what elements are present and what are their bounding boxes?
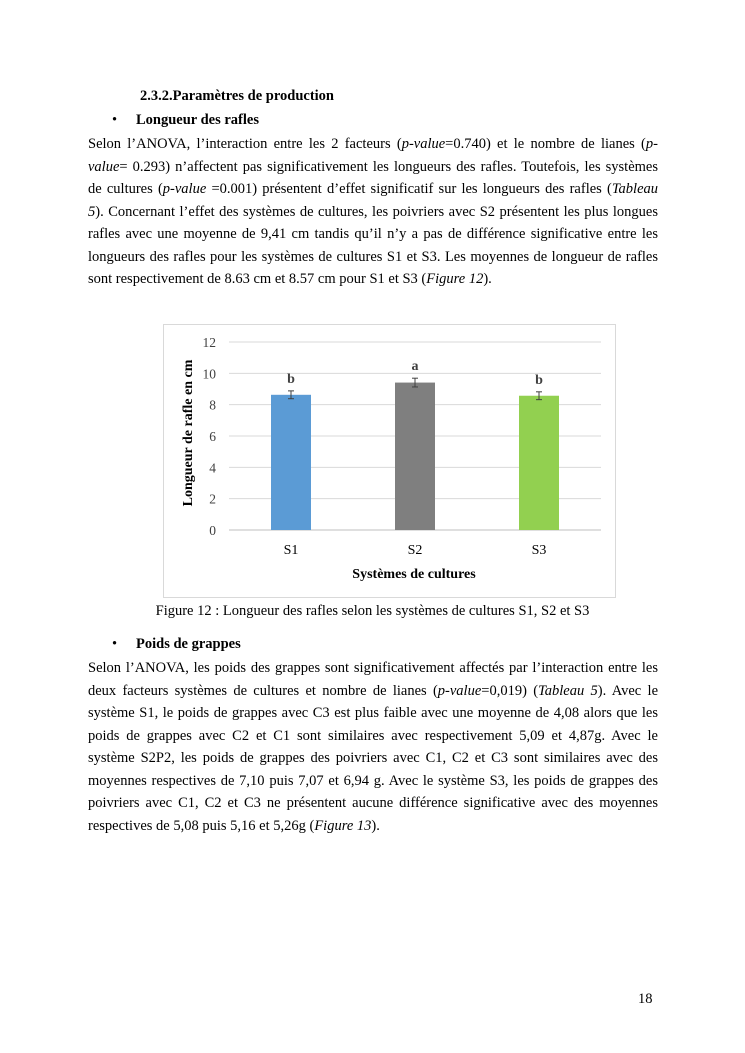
italic-run: p-value <box>162 181 207 197</box>
italic-run: Figure 13 <box>314 817 372 834</box>
figure-chart <box>163 324 616 598</box>
bullet-icon: • <box>112 636 118 652</box>
y-tick-label: 10 <box>202 366 216 382</box>
y-tick-label: 4 <box>209 460 216 476</box>
x-tick-label: S2 <box>407 543 423 558</box>
italic-run: p-value <box>437 682 482 699</box>
section-heading <box>140 88 334 105</box>
text-run: =0,019) ( <box>481 682 539 699</box>
paragraph-grappes <box>88 657 658 837</box>
significance-letter: b <box>287 371 295 387</box>
x-tick-labels <box>284 543 547 558</box>
paragraph-text <box>88 657 658 837</box>
significance-letter: a <box>411 359 419 375</box>
subsection-heading-grappes <box>112 636 241 653</box>
page-number: 18 <box>638 991 653 1007</box>
bar-chart <box>164 325 615 597</box>
text-run: = 0.293) n’affectent pas significativement les longueurs des rafles. Toutefois, les systèmes de cultures ( <box>88 158 658 197</box>
text-run: ). Avec le système S1, le poids de grappes avec C3 est plus faible avec une moyenne de 4,08 alors que les poids de grappes avec C2 et C1 sont similaires avec respectivement 5,09 et 4,87g. Avec le système S2P2, les poids de grappes des poivriers avec C1, C2 et C3 sont similaires avec des moyennes respectives de 7,10 puis 7,07 et 6,94 g. Avec le système S3, les poids de grappes des poivriers avec C1, C2 et C3 ne présentent aucune différence significative avec des moyennes respectives de 5,08 puis 5,16 et 5,26g ( <box>88 682 659 834</box>
text-run: Selon l’ANOVA, les poids des grappes sont significativement affectés par l’interaction entre les deux facteurs systèmes de cultures et nombre de lianes ( <box>88 660 658 699</box>
italic-run: Tableau 5 <box>88 181 659 220</box>
x-tick-label: S1 <box>283 543 299 558</box>
subsection-title: Poids de grappes <box>136 636 241 652</box>
subsection-heading-rafles <box>112 112 259 129</box>
section-number: 2.3.2. <box>140 88 173 104</box>
y-tick-label: 2 <box>209 491 216 507</box>
y-axis-label: Longueur de rafle en cm <box>181 359 196 507</box>
significance-letter: b <box>535 372 543 388</box>
figure-caption: Figure 12 : Longueur des rafles selon les systèmes de cultures S1, S2 et S3 <box>155 603 590 619</box>
bars <box>271 359 559 530</box>
subsection-title: Longueur des rafles <box>136 112 259 128</box>
y-tick-label: 8 <box>209 397 216 413</box>
y-tick-label: 0 <box>209 523 216 538</box>
x-axis-label: Systèmes de cultures <box>352 567 476 582</box>
italic-run: p-value <box>88 136 658 175</box>
bar-s3 <box>519 396 559 530</box>
bar-s2 <box>395 383 435 530</box>
y-tick-label: 6 <box>209 429 216 444</box>
italic-run: Figure 12 <box>426 271 484 287</box>
text-run: =0.001) présentent d’effet significatif sur les longueurs des rafles ( <box>206 181 612 197</box>
paragraph-rafles <box>88 133 658 291</box>
text-run: ). Concernant l’effet des systèmes de cultures, les poivriers avec S2 présentent les plus longues rafles avec une moyenne de 9,41 cm tandis qu’il n’y a pas de différence significative entre les longueurs des rafles pour les systèmes de cultures S1 et S3. Les moyennes de longueur de rafles sont respectivement de 8.63 cm et 8.57 cm pour S1 et S3 ( <box>88 203 658 287</box>
text-run: Selon l’ANOVA, l’interaction entre les 2 facteurs ( <box>88 136 402 152</box>
y-tick-labels <box>203 335 217 538</box>
italic-run: p-value <box>401 136 446 152</box>
text-run: ). <box>371 817 380 834</box>
y-tick-label: 12 <box>202 335 216 350</box>
bullet-icon: • <box>112 112 118 128</box>
italic-run: Tableau 5 <box>538 682 598 699</box>
x-tick-label: S3 <box>531 543 547 558</box>
text-run: =0.740) et le nombre de lianes ( <box>445 136 646 152</box>
section-title: Paramètres de production <box>172 88 334 104</box>
bar-s1 <box>271 395 311 530</box>
text-run: ). <box>483 271 492 287</box>
paragraph-text <box>88 133 658 291</box>
